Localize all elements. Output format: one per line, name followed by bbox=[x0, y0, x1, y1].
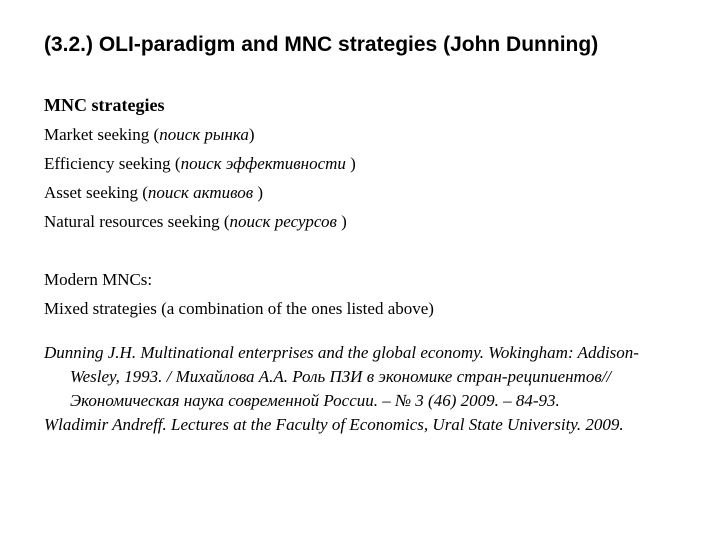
strategy-item-efficiency bbox=[44, 149, 684, 178]
references bbox=[44, 341, 684, 437]
strategy-close: ) bbox=[345, 154, 356, 173]
strategy-close: ) bbox=[248, 125, 255, 144]
slide-title: (3.2.) OLI-paradigm and MNC strategies (John Dunning) bbox=[44, 33, 599, 56]
strategy-close: ) bbox=[253, 183, 264, 202]
strategy-item-market bbox=[44, 120, 684, 149]
strategy-label: Efficiency seeking ( bbox=[44, 154, 181, 173]
strategy-close: ) bbox=[336, 212, 347, 231]
strategy-label: Asset seeking ( bbox=[44, 183, 148, 202]
spacer bbox=[44, 236, 684, 265]
modern-mncs-heading: Modern MNCs: bbox=[44, 270, 153, 289]
strategy-item-natural-resources bbox=[44, 207, 684, 236]
modern-mncs-text: Mixed strategies (a combination of the ones listed above) bbox=[44, 299, 434, 318]
slide-body bbox=[44, 91, 684, 323]
strategies-heading: MNC strategies bbox=[44, 95, 165, 115]
strategy-label: Market seeking ( bbox=[44, 125, 160, 144]
strategy-translation: поиск активов bbox=[147, 183, 254, 202]
reference-dunning: Dunning J.H. Multinational enterprises and the global economy. Wokingham: Addison-Wesley, 1993. / Михайлова А.А. Роль ПЗИ в экономике стран-реципиентов// Экономическая наука современной России. – № 3 (46) 2009. – 84-93. bbox=[44, 343, 639, 410]
strategy-label: Natural resources seeking ( bbox=[44, 212, 230, 231]
strategy-item-asset bbox=[44, 178, 684, 207]
reference-andreff: Wladimir Andreff. Lectures at the Faculty of Economics, Ural State University. 2009. bbox=[44, 415, 624, 434]
strategy-translation: поиск ресурсов bbox=[229, 212, 337, 231]
strategy-translation: поиск рынка bbox=[159, 125, 249, 144]
strategy-translation: поиск эффективности bbox=[180, 154, 346, 173]
